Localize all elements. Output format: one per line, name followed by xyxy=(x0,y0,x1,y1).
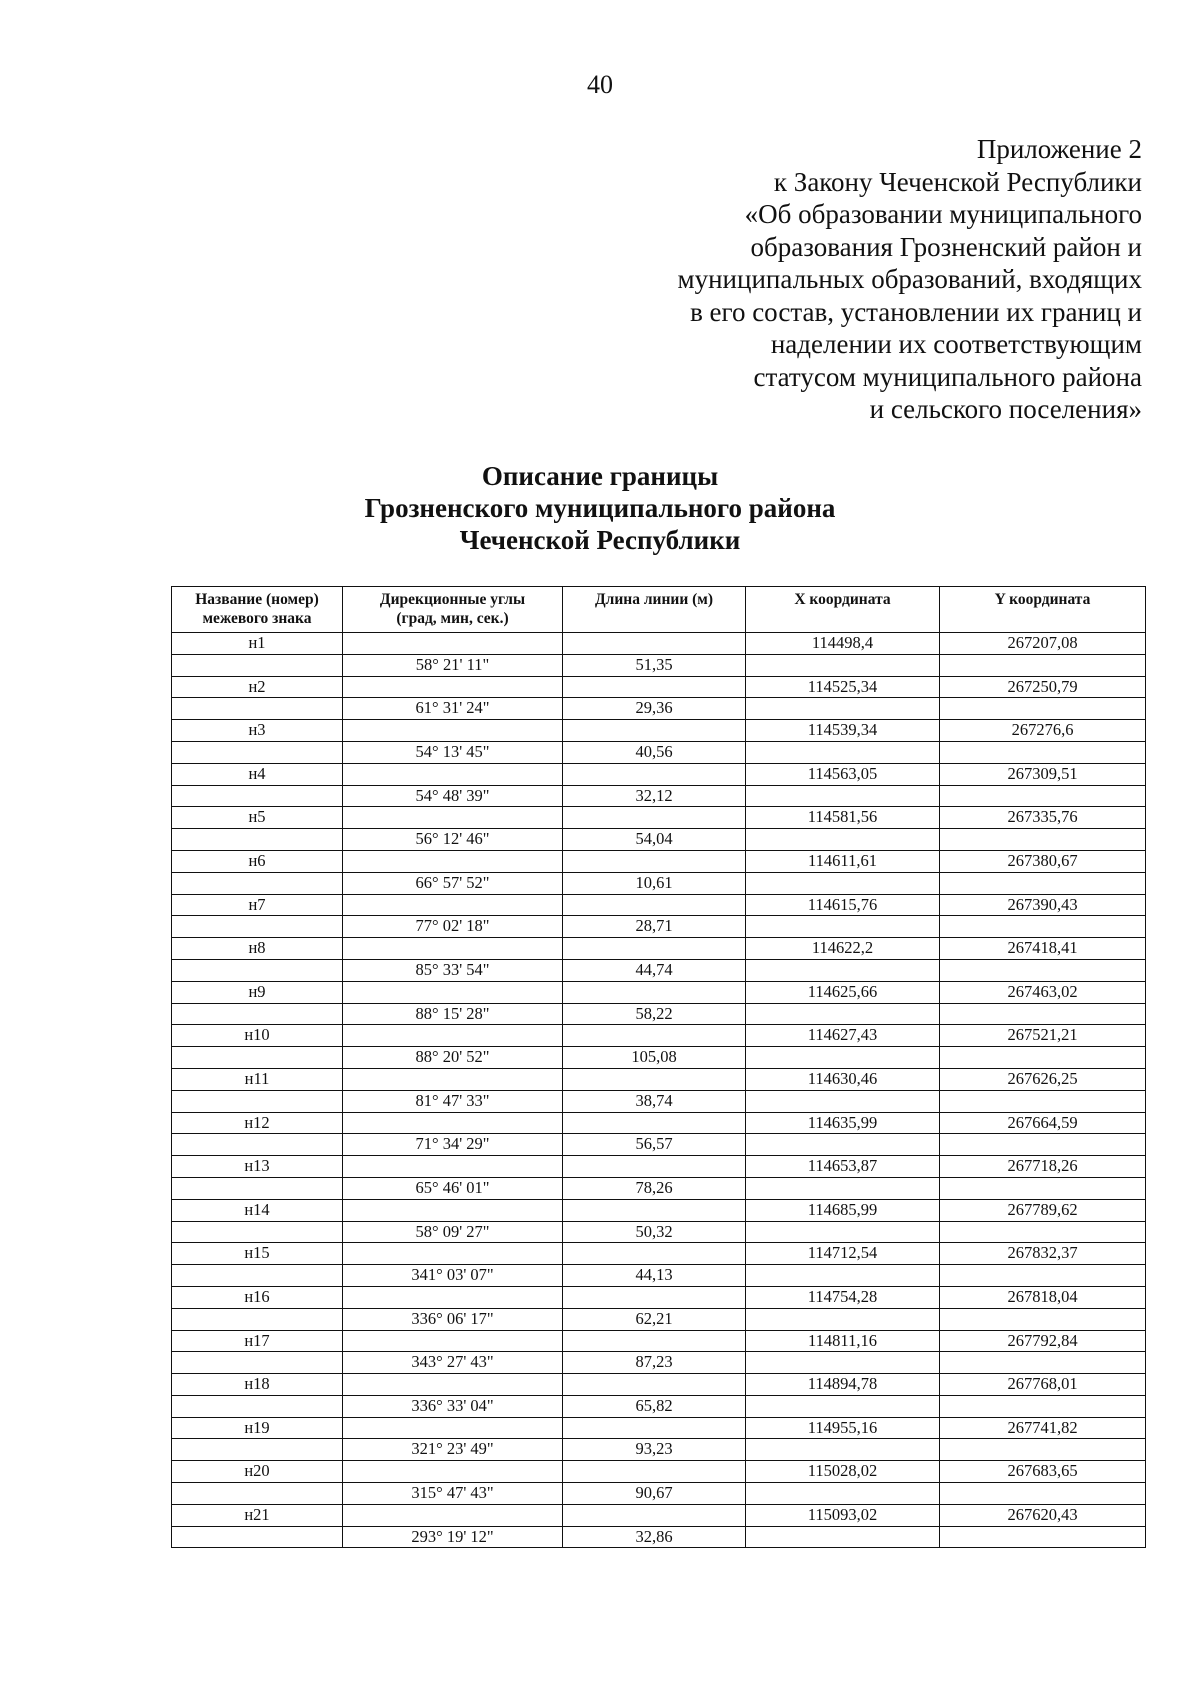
cell-y-coordinate: 267626,25 xyxy=(940,1068,1146,1090)
cell-mark-name: н7 xyxy=(172,894,343,916)
cell-x-coordinate xyxy=(746,1221,940,1243)
table-row xyxy=(172,1068,1146,1090)
table-row xyxy=(172,1003,1146,1025)
cell-line-length: 105,08 xyxy=(563,1047,746,1069)
cell-direction-angle xyxy=(343,1461,563,1483)
cell-line-length: 54,04 xyxy=(563,829,746,851)
cell-x-coordinate xyxy=(746,1308,940,1330)
cell-direction-angle: 85° 33' 54" xyxy=(343,959,563,981)
cell-y-coordinate: 267818,04 xyxy=(940,1286,1146,1308)
cell-direction-angle xyxy=(343,1112,563,1134)
cell-x-coordinate: 114894,78 xyxy=(746,1374,940,1396)
cell-y-coordinate: 267664,59 xyxy=(940,1112,1146,1134)
cell-line-length: 44,74 xyxy=(563,959,746,981)
cell-mark-name xyxy=(172,741,343,763)
cell-y-coordinate: 267741,82 xyxy=(940,1417,1146,1439)
cell-mark-name: н17 xyxy=(172,1330,343,1352)
cell-line-length xyxy=(563,807,746,829)
cell-direction-angle xyxy=(343,1286,563,1308)
table-row xyxy=(172,720,1146,742)
cell-mark-name: н15 xyxy=(172,1243,343,1265)
table-row xyxy=(172,1199,1146,1221)
cell-y-coordinate xyxy=(940,1395,1146,1417)
header-line: Дирекционные углы xyxy=(379,591,526,608)
appendix-line: к Закону Чеченской Республики xyxy=(773,166,1142,197)
cell-y-coordinate: 267390,43 xyxy=(940,894,1146,916)
cell-y-coordinate: 267309,51 xyxy=(940,763,1146,785)
cell-y-coordinate: 267718,26 xyxy=(940,1156,1146,1178)
cell-direction-angle xyxy=(343,1417,563,1439)
cell-direction-angle xyxy=(343,1025,563,1047)
cell-x-coordinate: 115093,02 xyxy=(746,1504,940,1526)
cell-y-coordinate xyxy=(940,1047,1146,1069)
document-title xyxy=(60,460,1140,556)
cell-line-length xyxy=(563,676,746,698)
appendix-line: Приложение 2 xyxy=(976,134,1142,164)
cell-mark-name xyxy=(172,1526,343,1548)
cell-y-coordinate: 267463,02 xyxy=(940,981,1146,1003)
cell-mark-name xyxy=(172,1483,343,1505)
appendix-line: в его состав, установлении их границ и xyxy=(690,296,1142,327)
cell-y-coordinate xyxy=(940,1483,1146,1505)
cell-line-length xyxy=(563,1374,746,1396)
cell-y-coordinate xyxy=(940,1526,1146,1548)
cell-direction-angle xyxy=(343,1068,563,1090)
cell-line-length xyxy=(563,1461,746,1483)
table-row xyxy=(172,1156,1146,1178)
header-line: (град, мин, сек.) xyxy=(396,610,509,627)
cell-y-coordinate xyxy=(940,872,1146,894)
cell-line-length xyxy=(563,720,746,742)
cell-y-coordinate xyxy=(940,741,1146,763)
table-row xyxy=(172,959,1146,981)
table-row xyxy=(172,785,1146,807)
page-number: 40 xyxy=(587,70,613,99)
cell-mark-name: н20 xyxy=(172,1461,343,1483)
cell-x-coordinate: 115028,02 xyxy=(746,1461,940,1483)
cell-mark-name xyxy=(172,698,343,720)
cell-mark-name xyxy=(172,654,343,676)
cell-x-coordinate xyxy=(746,785,940,807)
cell-y-coordinate: 267789,62 xyxy=(940,1199,1146,1221)
cell-line-length: 10,61 xyxy=(563,872,746,894)
cell-direction-angle: 66° 57' 52" xyxy=(343,872,563,894)
cell-x-coordinate xyxy=(746,1177,940,1199)
cell-x-coordinate xyxy=(746,916,940,938)
appendix-line: «Об образовании муниципального xyxy=(744,199,1142,229)
table-row xyxy=(172,763,1146,785)
header-line-length xyxy=(563,587,746,633)
cell-y-coordinate xyxy=(940,1090,1146,1112)
cell-mark-name xyxy=(172,1439,343,1461)
cell-direction-angle: 336° 06' 17" xyxy=(343,1308,563,1330)
table-row xyxy=(172,1047,1146,1069)
cell-mark-name xyxy=(172,1308,343,1330)
cell-direction-angle xyxy=(343,1243,563,1265)
table-row xyxy=(172,829,1146,851)
cell-mark-name xyxy=(172,1047,343,1069)
cell-line-length xyxy=(563,1199,746,1221)
cell-mark-name: н5 xyxy=(172,807,343,829)
cell-y-coordinate: 267768,01 xyxy=(940,1374,1146,1396)
cell-mark-name: н8 xyxy=(172,938,343,960)
cell-x-coordinate: 114630,46 xyxy=(746,1068,940,1090)
cell-direction-angle: 61° 31' 24" xyxy=(343,698,563,720)
cell-x-coordinate: 114563,05 xyxy=(746,763,940,785)
cell-y-coordinate: 267276,6 xyxy=(940,720,1146,742)
cell-mark-name: н3 xyxy=(172,720,343,742)
cell-direction-angle: 54° 13' 45" xyxy=(343,741,563,763)
cell-mark-name: н16 xyxy=(172,1286,343,1308)
cell-y-coordinate: 267832,37 xyxy=(940,1243,1146,1265)
header-x-coordinate xyxy=(746,587,940,633)
table-row xyxy=(172,1330,1146,1352)
cell-x-coordinate xyxy=(746,872,940,894)
table-row xyxy=(172,1526,1146,1548)
title-line: Описание границы xyxy=(481,461,719,491)
cell-line-length xyxy=(563,1286,746,1308)
table-row xyxy=(172,1395,1146,1417)
cell-y-coordinate xyxy=(940,829,1146,851)
cell-direction-angle xyxy=(343,676,563,698)
header-mark-name xyxy=(172,587,343,633)
cell-mark-name xyxy=(172,872,343,894)
cell-direction-angle xyxy=(343,981,563,1003)
cell-direction-angle: 88° 15' 28" xyxy=(343,1003,563,1025)
cell-mark-name xyxy=(172,1395,343,1417)
table-row xyxy=(172,1308,1146,1330)
cell-x-coordinate: 114625,66 xyxy=(746,981,940,1003)
cell-mark-name: н6 xyxy=(172,850,343,872)
cell-y-coordinate: 267792,84 xyxy=(940,1330,1146,1352)
boundary-table xyxy=(171,586,1146,1548)
cell-mark-name: н2 xyxy=(172,676,343,698)
cell-x-coordinate: 114635,99 xyxy=(746,1112,940,1134)
cell-x-coordinate: 114811,16 xyxy=(746,1330,940,1352)
cell-mark-name: н9 xyxy=(172,981,343,1003)
cell-x-coordinate xyxy=(746,654,940,676)
cell-mark-name xyxy=(172,1134,343,1156)
cell-line-length: 29,36 xyxy=(563,698,746,720)
cell-x-coordinate xyxy=(746,829,940,851)
cell-direction-angle xyxy=(343,720,563,742)
cell-x-coordinate: 114754,28 xyxy=(746,1286,940,1308)
table-row xyxy=(172,1352,1146,1374)
cell-direction-angle: 336° 33' 04" xyxy=(343,1395,563,1417)
table-header-row xyxy=(172,587,1146,633)
table-row xyxy=(172,1374,1146,1396)
cell-y-coordinate xyxy=(940,1439,1146,1461)
cell-line-length xyxy=(563,1156,746,1178)
cell-y-coordinate xyxy=(940,1134,1146,1156)
cell-line-length xyxy=(563,1330,746,1352)
appendix-line: муниципальных образований, входящих xyxy=(677,264,1142,294)
table-row xyxy=(172,1243,1146,1265)
cell-y-coordinate: 267418,41 xyxy=(940,938,1146,960)
cell-y-coordinate: 267250,79 xyxy=(940,676,1146,698)
table-row xyxy=(172,1177,1146,1199)
cell-direction-angle: 341° 03' 07" xyxy=(343,1265,563,1287)
title-line: Чеченской Республики xyxy=(459,525,741,555)
cell-x-coordinate xyxy=(746,698,940,720)
appendix-line: образования Грозненский район и xyxy=(750,231,1142,262)
cell-x-coordinate: 114712,54 xyxy=(746,1243,940,1265)
cell-line-length xyxy=(563,938,746,960)
appendix-line: и сельского поселения» xyxy=(869,394,1142,424)
cell-direction-angle xyxy=(343,1156,563,1178)
cell-y-coordinate: 267207,08 xyxy=(940,633,1146,655)
cell-y-coordinate xyxy=(940,959,1146,981)
cell-direction-angle xyxy=(343,1374,563,1396)
cell-x-coordinate xyxy=(746,1090,940,1112)
header-line: межевого знака xyxy=(202,610,312,627)
appendix-header xyxy=(582,133,1142,426)
cell-y-coordinate xyxy=(940,1177,1146,1199)
cell-line-length: 56,57 xyxy=(563,1134,746,1156)
cell-mark-name xyxy=(172,959,343,981)
cell-direction-angle: 293° 19' 12" xyxy=(343,1526,563,1548)
cell-mark-name: н11 xyxy=(172,1068,343,1090)
cell-line-length: 51,35 xyxy=(563,654,746,676)
table-row xyxy=(172,1112,1146,1134)
cell-line-length: 93,23 xyxy=(563,1439,746,1461)
cell-y-coordinate xyxy=(940,1003,1146,1025)
cell-line-length: 32,86 xyxy=(563,1526,746,1548)
table-row xyxy=(172,807,1146,829)
cell-y-coordinate xyxy=(940,698,1146,720)
cell-mark-name xyxy=(172,1221,343,1243)
cell-mark-name: н14 xyxy=(172,1199,343,1221)
cell-x-coordinate: 114685,99 xyxy=(746,1199,940,1221)
cell-direction-angle: 343° 27' 43" xyxy=(343,1352,563,1374)
table-row xyxy=(172,1504,1146,1526)
cell-line-length: 87,23 xyxy=(563,1352,746,1374)
cell-direction-angle: 77° 02' 18" xyxy=(343,916,563,938)
cell-x-coordinate xyxy=(746,1047,940,1069)
table-row xyxy=(172,916,1146,938)
table-row xyxy=(172,1025,1146,1047)
cell-x-coordinate xyxy=(746,1134,940,1156)
cell-x-coordinate: 114615,76 xyxy=(746,894,940,916)
table-row xyxy=(172,1134,1146,1156)
table-row xyxy=(172,1439,1146,1461)
cell-line-length: 50,32 xyxy=(563,1221,746,1243)
header-line: Длина линии (м) xyxy=(594,591,714,608)
cell-direction-angle: 56° 12' 46" xyxy=(343,829,563,851)
table-row xyxy=(172,981,1146,1003)
boundary-table-container xyxy=(171,586,1145,1548)
cell-line-length xyxy=(563,1504,746,1526)
cell-direction-angle: 58° 21' 11" xyxy=(343,654,563,676)
cell-direction-angle: 54° 48' 39" xyxy=(343,785,563,807)
appendix-line: наделении их соответствующим xyxy=(770,329,1142,359)
cell-mark-name: н19 xyxy=(172,1417,343,1439)
cell-direction-angle: 71° 34' 29" xyxy=(343,1134,563,1156)
cell-y-coordinate xyxy=(940,1265,1146,1287)
table-row xyxy=(172,676,1146,698)
table-row xyxy=(172,938,1146,960)
cell-y-coordinate xyxy=(940,654,1146,676)
table-row xyxy=(172,633,1146,655)
table-row xyxy=(172,872,1146,894)
table-row xyxy=(172,1417,1146,1439)
cell-mark-name: н4 xyxy=(172,763,343,785)
cell-x-coordinate xyxy=(746,1352,940,1374)
cell-x-coordinate: 114581,56 xyxy=(746,807,940,829)
cell-direction-angle: 88° 20' 52" xyxy=(343,1047,563,1069)
cell-line-length xyxy=(563,981,746,1003)
cell-mark-name xyxy=(172,916,343,938)
cell-x-coordinate: 114611,61 xyxy=(746,850,940,872)
cell-x-coordinate xyxy=(746,959,940,981)
cell-y-coordinate xyxy=(940,785,1146,807)
cell-line-length xyxy=(563,894,746,916)
cell-y-coordinate: 267380,67 xyxy=(940,850,1146,872)
cell-direction-angle xyxy=(343,1330,563,1352)
cell-x-coordinate xyxy=(746,741,940,763)
cell-line-length: 32,12 xyxy=(563,785,746,807)
cell-line-length xyxy=(563,1112,746,1134)
header-y-coordinate xyxy=(940,587,1146,633)
table-row xyxy=(172,850,1146,872)
cell-mark-name xyxy=(172,1265,343,1287)
cell-line-length xyxy=(563,850,746,872)
cell-mark-name xyxy=(172,1090,343,1112)
cell-y-coordinate xyxy=(940,1352,1146,1374)
cell-mark-name xyxy=(172,829,343,851)
cell-line-length: 38,74 xyxy=(563,1090,746,1112)
cell-x-coordinate xyxy=(746,1395,940,1417)
cell-x-coordinate: 114539,34 xyxy=(746,720,940,742)
cell-mark-name xyxy=(172,1177,343,1199)
header-line: X координата xyxy=(794,591,891,608)
cell-direction-angle: 315° 47' 43" xyxy=(343,1483,563,1505)
cell-line-length: 44,13 xyxy=(563,1265,746,1287)
cell-line-length: 62,21 xyxy=(563,1308,746,1330)
table-row xyxy=(172,654,1146,676)
cell-mark-name: н10 xyxy=(172,1025,343,1047)
table-body xyxy=(172,633,1146,1548)
cell-x-coordinate xyxy=(746,1526,940,1548)
cell-x-coordinate xyxy=(746,1439,940,1461)
cell-line-length: 40,56 xyxy=(563,741,746,763)
cell-direction-angle: 81° 47' 33" xyxy=(343,1090,563,1112)
cell-mark-name: н1 xyxy=(172,633,343,655)
cell-x-coordinate xyxy=(746,1483,940,1505)
cell-direction-angle xyxy=(343,1199,563,1221)
cell-x-coordinate: 114627,43 xyxy=(746,1025,940,1047)
cell-direction-angle xyxy=(343,1504,563,1526)
cell-line-length: 65,82 xyxy=(563,1395,746,1417)
cell-mark-name xyxy=(172,1352,343,1374)
header-line: Y координата xyxy=(994,591,1091,608)
table-row xyxy=(172,698,1146,720)
cell-x-coordinate: 114622,2 xyxy=(746,938,940,960)
cell-line-length xyxy=(563,1417,746,1439)
cell-line-length: 28,71 xyxy=(563,916,746,938)
cell-direction-angle xyxy=(343,807,563,829)
appendix-line: статусом муниципального района xyxy=(753,361,1142,392)
table-row xyxy=(172,1461,1146,1483)
header-direction-angle xyxy=(343,587,563,633)
cell-y-coordinate xyxy=(940,1221,1146,1243)
cell-y-coordinate xyxy=(940,916,1146,938)
table-row xyxy=(172,1286,1146,1308)
cell-mark-name xyxy=(172,785,343,807)
cell-x-coordinate xyxy=(746,1265,940,1287)
cell-direction-angle: 65° 46' 01" xyxy=(343,1177,563,1199)
table-row xyxy=(172,1483,1146,1505)
cell-direction-angle xyxy=(343,763,563,785)
cell-direction-angle xyxy=(343,850,563,872)
cell-direction-angle xyxy=(343,938,563,960)
cell-mark-name: н21 xyxy=(172,1504,343,1526)
cell-y-coordinate: 267335,76 xyxy=(940,807,1146,829)
cell-line-length xyxy=(563,1025,746,1047)
table-row xyxy=(172,1265,1146,1287)
cell-line-length: 90,67 xyxy=(563,1483,746,1505)
cell-x-coordinate: 114955,16 xyxy=(746,1417,940,1439)
cell-line-length xyxy=(563,1068,746,1090)
cell-line-length xyxy=(563,763,746,785)
cell-x-coordinate: 114498,4 xyxy=(746,633,940,655)
table-row xyxy=(172,1090,1146,1112)
table-row xyxy=(172,1221,1146,1243)
cell-y-coordinate: 267620,43 xyxy=(940,1504,1146,1526)
cell-direction-angle: 321° 23' 49" xyxy=(343,1439,563,1461)
cell-y-coordinate: 267683,65 xyxy=(940,1461,1146,1483)
cell-x-coordinate: 114525,34 xyxy=(746,676,940,698)
cell-direction-angle xyxy=(343,633,563,655)
cell-mark-name: н13 xyxy=(172,1156,343,1178)
cell-mark-name: н18 xyxy=(172,1374,343,1396)
cell-y-coordinate: 267521,21 xyxy=(940,1025,1146,1047)
title-line: Грозненского муниципального района xyxy=(364,493,836,523)
cell-line-length: 78,26 xyxy=(563,1177,746,1199)
table-row xyxy=(172,894,1146,916)
cell-direction-angle: 58° 09' 27" xyxy=(343,1221,563,1243)
cell-mark-name xyxy=(172,1003,343,1025)
cell-y-coordinate xyxy=(940,1308,1146,1330)
cell-x-coordinate xyxy=(746,1003,940,1025)
cell-x-coordinate: 114653,87 xyxy=(746,1156,940,1178)
cell-line-length xyxy=(563,633,746,655)
cell-line-length: 58,22 xyxy=(563,1003,746,1025)
header-line: Название (номер) xyxy=(195,591,319,608)
cell-line-length xyxy=(563,1243,746,1265)
cell-mark-name: н12 xyxy=(172,1112,343,1134)
table-row xyxy=(172,741,1146,763)
cell-direction-angle xyxy=(343,894,563,916)
